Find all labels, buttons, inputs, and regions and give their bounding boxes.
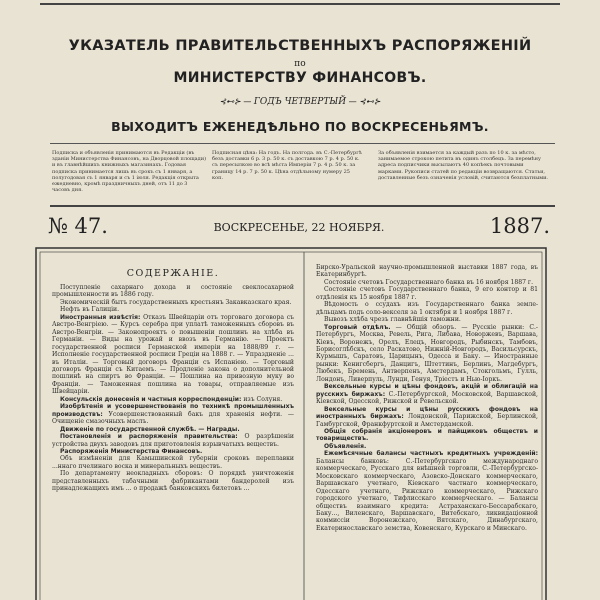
contents-paragraph bbox=[316, 450, 538, 532]
top-rule bbox=[40, 0, 560, 5]
contents-paragraph bbox=[316, 383, 538, 405]
contents-heading: Торговый отдѣлъ. bbox=[324, 323, 391, 331]
issue-line bbox=[48, 212, 550, 242]
contents-paragraph bbox=[316, 279, 538, 286]
price-info: Подписная цѣна: На годъ. На полгода. въ С.-Петербургѣ безъ доставки 6 р. 3 р. 50 к. съ доставкою 7 р. 4 р. 50 к. съ пересылкою во всѣ мѣста Имперіи 7 р. 4 р. 50 к. за границу 14 р. 7 р. 50 к. Цѣна отдѣльному нумеру 25 коп. bbox=[212, 150, 362, 181]
contents-paragraph bbox=[316, 264, 538, 279]
ornament-left-icon: ⊰⊷⊱ — bbox=[219, 97, 254, 106]
contents-title: СОДЕРЖАНІЕ. bbox=[126, 268, 220, 279]
contents-paragraph bbox=[52, 284, 294, 299]
contents-heading: Консульскія донесенія и частныя корреспонденціи: bbox=[60, 395, 242, 403]
contents-paragraph bbox=[316, 286, 538, 301]
issue-date: ВОСКРЕСЕНЬЕ, 22 НОЯБРЯ. bbox=[213, 221, 385, 234]
contents-text: Вывозъ хлѣба чрезъ главнѣйшія таможни. bbox=[324, 316, 461, 324]
contents-text: С.-Петербургской, Московской, Варшавской, Кіевской, Одесской, Рижской и Ревельской. bbox=[316, 390, 538, 406]
contents-text: Состояніе счетовъ Государственнаго банка, 9 его контор и 81 отдѣленія къ 15 ноября 1887 г. bbox=[316, 286, 538, 301]
divider-top bbox=[50, 143, 555, 144]
subscription-info: Подписка и объявленія принимаются въ Редакціи (въ зданіи Министерства Финансовъ, на Дворцовой площади) и въ главнѣйшихъ книжныхъ магазинахъ. Годовая подписка принимается лишь въ срокъ съ 1 января, а полугодовая съ 1 января и съ 1 іюля. Редакція открыта ежедневно, кромѣ праздничныхъ дней, отъ 11 до 3 часовъ дня. bbox=[52, 150, 207, 194]
masthead-title-line2: МИНИСТЕРСТВУ ФИНАНСОВЪ. bbox=[173, 70, 427, 86]
contents-paragraph bbox=[52, 314, 294, 396]
contents-paragraph bbox=[316, 324, 538, 384]
contents-text: Отказъ Швейцаріи отъ торговаго договора съ Австро-Венгріею. — Курсъ серебра при уплатѣ таможенныхъ сборовъ въ Австро-Венгріи. — Законопроектъ о повышеніи пошлинъ на хлѣба въ Германіи. — Виды на урожай и ввозъ въ Германію. — Проектъ государственной росписи Германской имперіи на 1888/89 г. — Исполненіе государственной росписи Греціи на 1888 г. — Упраздненіе ... въ Италіи. — Торговый договоръ Франціи съ Испаніею. — Торговый договоръ Франціи съ Китаемъ. — Продленіе закона о дополнительной пошлинѣ на спиртъ во Франціи. — Пошлина на привозную муку во Франціи. — Таможенная пошлина на товары, отправляемые изъ Швейцаріи. bbox=[52, 313, 295, 396]
contents-text: Балансы банковъ: С.-Петербургскаго международнаго коммерческаго, Русскаго для внѣшней торговли, С.-Петербургско-Московскаго коммерческаго, Азовско-Донскаго коммерческаго, Варшавскаго учетнаго, Кіевскаго частнаго коммерческаго, Одесскаго учетнаго, Рижскаго коммерческаго, Рижскаго городского учетнаго, Тифлисскаго коммерческаго. — Балансы обществъ взаимнаго кредита: Астраханскаго-Бессарабскаго, Баку..., Виленскаго, Варшавскаго, Витебскаго, ликвидаціонной коммиссіи Воронежскаго, Вятскаго, Динабургскаго, Екатеринославскаго земства, Ковенскаго, Курскаго и Минскаго. bbox=[316, 457, 538, 532]
contents-right-column bbox=[316, 264, 538, 532]
contents-text: Экономическій бытъ государственныхъ крестьянъ Закавказскаго края. bbox=[60, 298, 292, 306]
contents-heading: Вексельные курсы и цѣны русскихъ фондовъ на иностранныхъ биржахъ: bbox=[316, 405, 538, 421]
contents-paragraph bbox=[316, 443, 538, 450]
ornament-right-icon: — ⊰⊷⊱ bbox=[346, 97, 381, 106]
contents-text: Объ измѣненіи для Камышинской губерніи сроковъ переплавки ...ннаго пчелинаго воска и минеральныхъ веществъ. bbox=[52, 455, 294, 470]
contents-heading: Движеніе по государственной службѣ. — Награды. bbox=[60, 425, 240, 433]
contents-heading: Общія собранія акціонеровъ и пайщиковъ обществъ и товариществъ. bbox=[316, 427, 538, 443]
contents-text: Лондонской, Парижской, Берлинской, Гамбургской, Франкфуртской и Амстердамской. bbox=[316, 413, 538, 428]
contents-text: Вѣдомость о ссудахъ изъ Государственнаго банка земле-дѣльцамъ подъ соло-векселя за 1 октября и 1 ноября 1887 г. bbox=[316, 301, 538, 316]
contents-paragraph bbox=[52, 403, 294, 425]
year-note bbox=[0, 97, 600, 107]
contents-heading: Постановленія и распоряженія правительства: bbox=[60, 433, 238, 441]
contents-paragraph bbox=[316, 428, 538, 443]
ads-info: За объявленія взимается за каждый разъ по 10 к. за мѣсто, занимаемое строкою петита въ одинъ столбецъ. За перемѣну адреса подписчики высылаютъ 40 копѣекъ почтовыми марками. Рукописи статей по редакціи возвращаются. Статьи, доставленные безъ означенія условій, считаются безплатными. bbox=[378, 150, 549, 181]
contents-text: изъ Солуня. bbox=[241, 395, 283, 403]
contents-paragraph bbox=[316, 406, 538, 428]
contents-text: По департаменту неокладныхъ сборовъ: О порядкѣ уничтоженія представленныхъ табачными фабрикантами бандеролей изъ принадлежащихъ имъ ... о продажѣ банковскихъ билетовъ ... bbox=[52, 470, 294, 493]
contents-paragraph bbox=[52, 455, 294, 470]
issue-number: № 47. bbox=[48, 214, 108, 238]
year-note-text: ГОДЪ ЧЕТВЕРТЫЙ bbox=[253, 97, 347, 107]
contents-paragraph bbox=[316, 316, 538, 323]
contents-heading: Изобрѣтенія и усовершенствованія по техникѣ промышленныхъ производствъ: bbox=[52, 403, 294, 418]
contents-heading: Распоряженія Министерства Финансовъ. bbox=[60, 447, 203, 455]
contents-paragraph bbox=[52, 306, 294, 313]
contents-paragraph bbox=[316, 301, 538, 316]
contents-paragraph bbox=[52, 299, 294, 306]
contents-heading: Иностранныя извѣстія: bbox=[60, 313, 141, 321]
contents-text: О разрѣшеніи устройства двухъ заводовъ для приготовленія взрывчатыхъ веществъ. bbox=[52, 433, 294, 448]
contents-text: Бирско-Уральской научно-промышленной выставки 1887 года, въ Екатеринбургѣ. bbox=[316, 264, 538, 279]
contents-text: Поступленіе сахарнаго дохода и состояніе свеклосахарной промышленности въ 1886 году. bbox=[52, 284, 294, 299]
contents-paragraph bbox=[52, 470, 294, 492]
contents-text: — Общій обзоръ. — Русскіе рынки: С.-Петербургъ, Москва, Ревель, Рига, Либава, Новоржевъ, Варшава, Кіевъ, Воронежъ, Орелъ, Елецъ, Новгородъ, Рыбинскъ, Тамбовъ, Борисоглѣбскъ, село Раскатово, Нижній-Новгородъ, Васильсурскъ, Курмышъ, Саратовъ, Царицынъ, Одесса и Баку. — Иностранные рынки: Кенигсбергъ, Данцигъ, Штеттинъ, Берлинъ, Магдебургъ, Любекъ, Бремень, Антверпенъ, Амстердамъ, Стокгольмъ, Гулль, Лондонъ, Ливерпуль, Лунди, Генуя, Тріестъ и Нью-Іоркъ. bbox=[316, 323, 538, 383]
contents-paragraph bbox=[52, 433, 294, 448]
masthead-title-line1: УКАЗАТЕЛЬ ПРАВИТЕЛЬСТВЕННЫХЪ РАСПОРЯЖЕНІЙ bbox=[68, 38, 532, 54]
contents-left-column bbox=[52, 284, 294, 493]
contents-paragraph bbox=[52, 448, 294, 455]
contents-heading: Вексельные курсы и цѣны фондовъ, акцій и облигацій на русскихъ биржахъ: bbox=[316, 383, 538, 398]
contents-paragraph bbox=[52, 426, 294, 433]
issue-year: 1887. bbox=[489, 214, 550, 238]
contents-text: Состояніе счетовъ Государственнаго банка въ 16 ноября 1887 г. bbox=[324, 278, 534, 286]
weekly-note: ВЫХОДИТЪ ЕЖЕНЕДѢЛЬНО ПО ВОСКРЕСЕНЬЯМЪ. bbox=[111, 119, 489, 134]
contents-text: Усовершенствованный бакъ для храненія нефти. — Очищеніе смазочныхъ маслъ. bbox=[52, 410, 294, 426]
contents-heading: Ежемѣсячные балансы частныхъ кредитныхъ учрежденій: bbox=[324, 450, 538, 458]
divider-issue-top bbox=[50, 205, 555, 207]
masthead-po: по bbox=[294, 59, 306, 69]
contents-frame bbox=[34, 246, 548, 600]
contents-heading: Объявленія. bbox=[324, 442, 367, 450]
contents-paragraph bbox=[52, 396, 294, 403]
contents-text: Нефть въ Галиціи. bbox=[60, 306, 120, 314]
